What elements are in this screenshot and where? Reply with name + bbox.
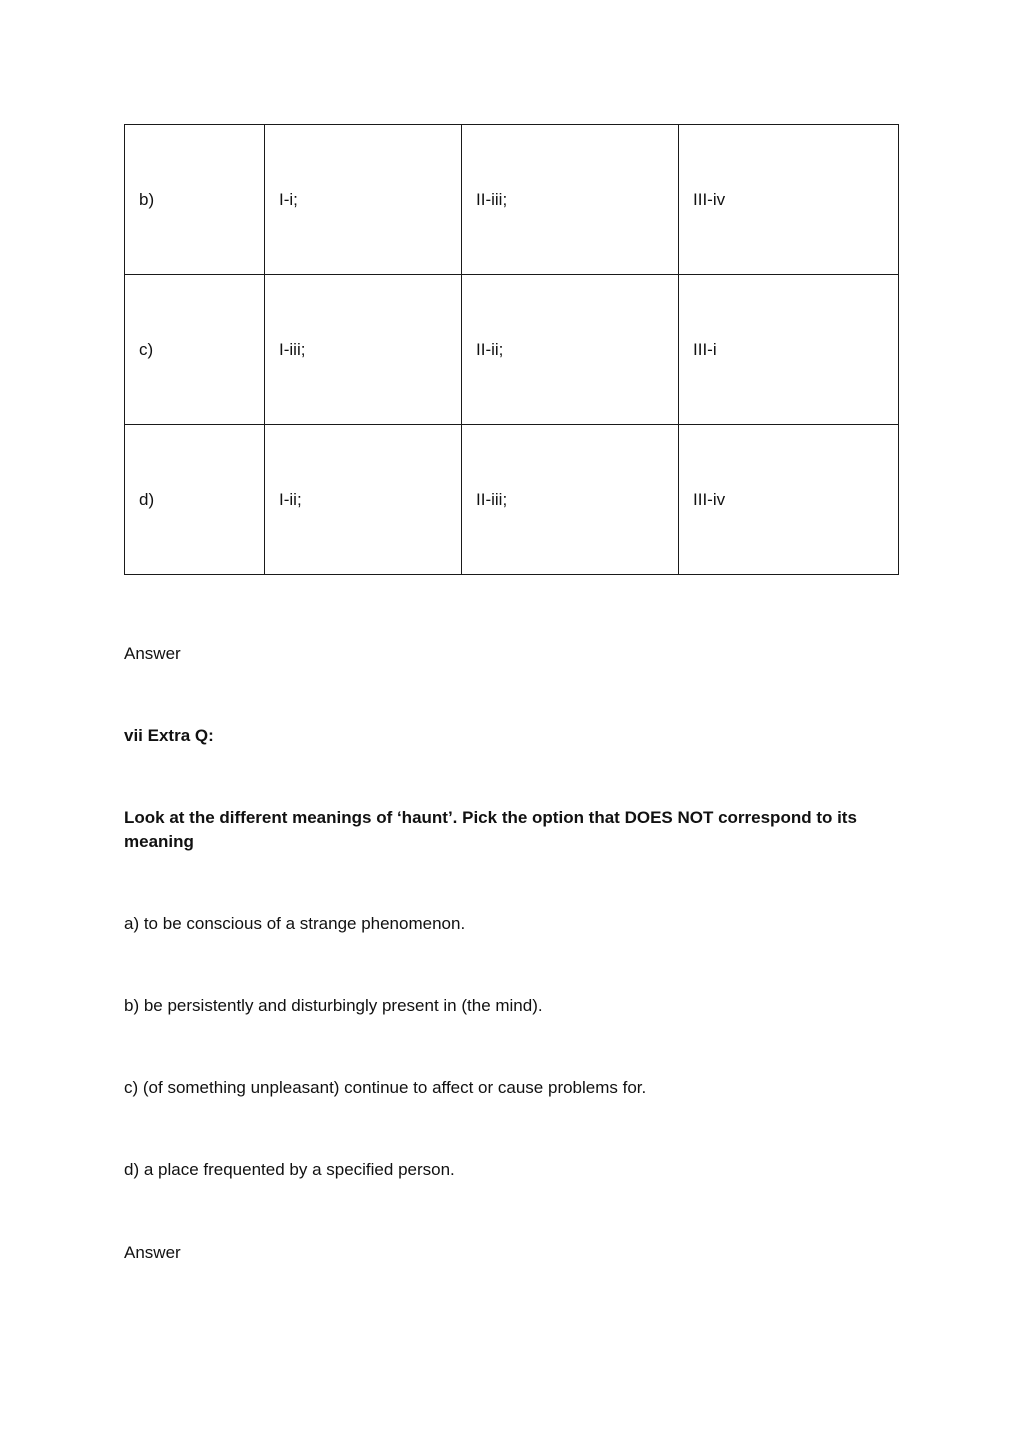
match-cell: II-iii;: [462, 125, 679, 275]
answer-label: Answer: [124, 1243, 181, 1262]
match-cell: I-iii;: [265, 275, 462, 425]
match-cell: II-ii;: [462, 275, 679, 425]
match-cell: III-iv: [679, 125, 899, 275]
match-cell: I-ii;: [265, 425, 462, 575]
option-b: b) be persistently and disturbingly present in (the mind).: [124, 996, 543, 1015]
table-row: [125, 275, 899, 425]
option-a: a) to be conscious of a strange phenomenon.: [124, 914, 466, 933]
table-row: [125, 125, 899, 275]
option-c: c) (of something unpleasant) continue to affect or cause problems for.: [124, 1078, 647, 1097]
match-cell: III-i: [679, 275, 899, 425]
table-row: [125, 425, 899, 575]
extra-question-heading: vii Extra Q:: [124, 726, 214, 745]
answer-label: Answer: [124, 644, 181, 663]
match-options-table: [124, 124, 899, 575]
match-cell: III-iv: [679, 425, 899, 575]
match-cell: I-i;: [265, 125, 462, 275]
option-d: d) a place frequented by a specified person.: [124, 1160, 455, 1179]
option-label-cell: b): [125, 125, 265, 275]
match-cell: II-iii;: [462, 425, 679, 575]
option-label-cell: d): [125, 425, 265, 575]
option-label-cell: c): [125, 275, 265, 425]
question-text: Look at the different meanings of ‘haunt’. Pick the option that DOES NOT correspond to its meaning: [124, 808, 857, 851]
